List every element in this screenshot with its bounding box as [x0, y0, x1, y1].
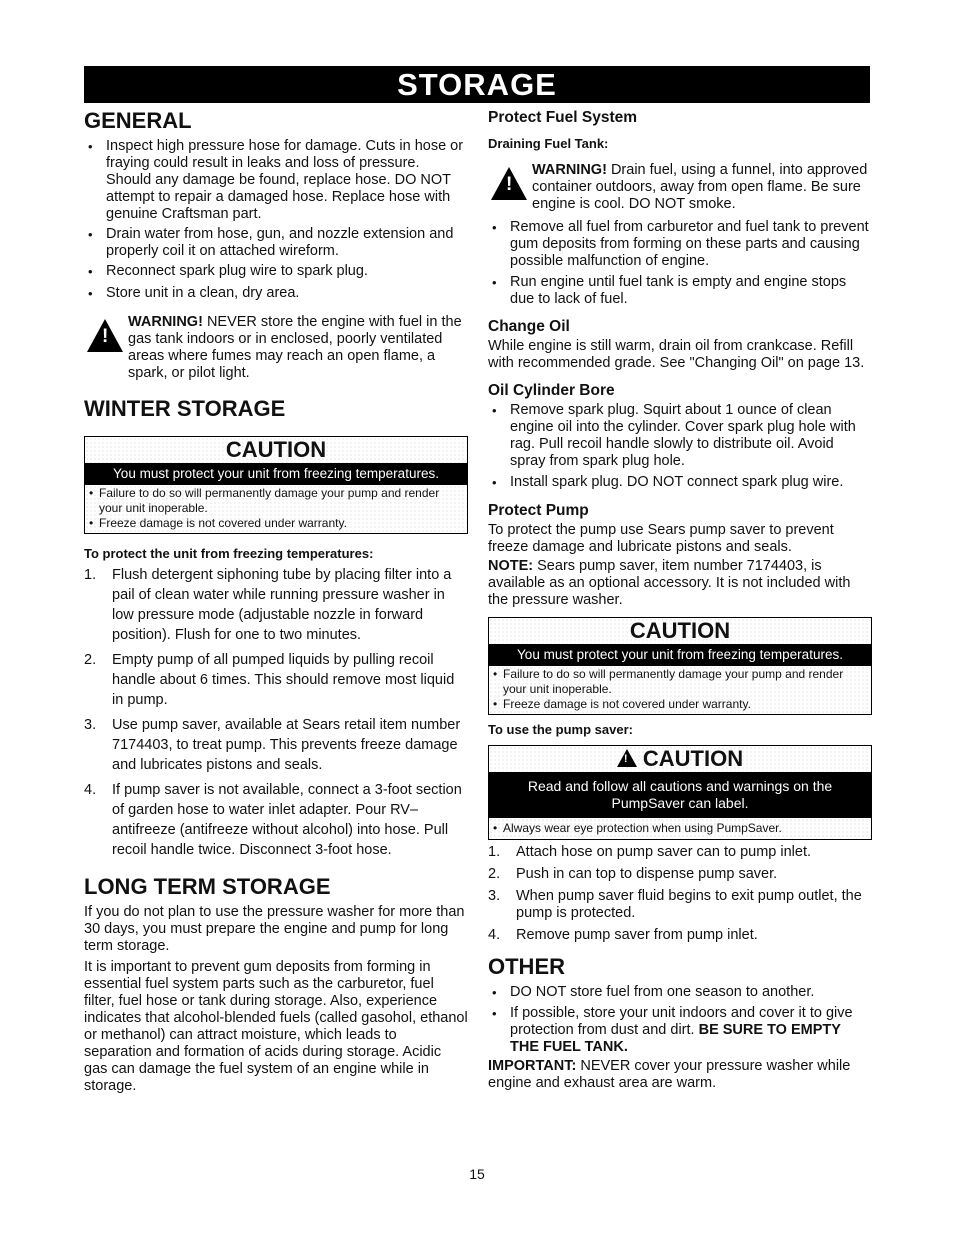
- list-item: 1. Flush detergent siphoning tube by placing filter into a pail of clean water while running pressure washer in low pressure mode (adjustable nozzle in forward position). Flush for one to two minutes.: [84, 567, 452, 643]
- other-heading: OTHER: [488, 954, 565, 979]
- caution-list: [489, 666, 871, 714]
- warning-icon: !: [491, 167, 527, 200]
- warning-icon: !: [87, 319, 123, 352]
- fuel-warning: [488, 162, 872, 213]
- bore-list: [488, 402, 872, 491]
- warning-label: WARNING!: [128, 314, 203, 330]
- list-item: • If possible, store your unit indoors and cover it to give protection from dust and dirt. BE SURE TO EMPTY THE FUEL TANK.: [488, 1005, 872, 1056]
- caution-title: CAUTION: [85, 437, 467, 463]
- list-item: • Store unit in a clean, dry area.: [84, 285, 468, 302]
- caution-item: • Always wear eye protection when using PumpSaver.: [493, 821, 867, 836]
- pump-caution-box: [488, 617, 872, 715]
- list-item: 2. Push in can top to dispense pump saver.: [488, 866, 778, 882]
- caution-item: • Freeze damage is not covered under warranty.: [493, 697, 867, 712]
- warning-text: NEVER store the engine with fuel in the gas tank indoors or in enclosed, poorly ventilated areas where fumes may reach an open flame, a spark, or pilot light.: [128, 314, 462, 381]
- list-item: 2. Empty pump of all pumped liquids by pulling recoil handle about 6 times. This should remove most liquid in pump.: [84, 652, 455, 708]
- list-item: 4. Remove pump saver from pump inlet.: [488, 927, 758, 943]
- long-term-p2: It is important to prevent gum deposits from forming in essential fuel system parts such as the carburetor, fuel filter, fuel hose or tank during storage. Also, experience indicates that alcohol-blended fuels (called gasohol, ethanol or methanol) can attract moisture, which leads to separation and formation of acids during storage. Acidic gas can damage the fuel system of an engine while in storage.: [84, 959, 468, 1094]
- pump-steps: [488, 844, 872, 944]
- list-item: 3. Use pump saver, available at Sears retail item number 7174403, to treat pump. This prevents freeze damage and lubricates pistons and seals.: [84, 717, 461, 773]
- warning-label: WARNING!: [532, 162, 607, 178]
- pump-note: NOTE: Sears pump saver, item number 7174403, is available as an optional accessory. It is not included with the pressure washer.: [488, 558, 851, 608]
- caution-title-row: [489, 746, 871, 772]
- left-column: [84, 108, 468, 1095]
- list-item: • Remove spark plug. Squirt about 1 ounce of clean engine oil into the cylinder. Cover spark plug hole with rag. Pull recoil handle slowly to distribute oil. Avoid spray from spark plug hole.: [488, 402, 872, 470]
- pump-heading: Protect Pump: [488, 502, 589, 519]
- important-note: IMPORTANT: NEVER cover your pressure washer while engine and exhaust area are warm.: [488, 1058, 851, 1091]
- warning-text: Drain fuel, using a funnel, into approved container outdoors, away from open flame. Be sure engine is cool. DO NOT smoke.: [532, 162, 868, 212]
- caution-band: You must protect your unit from freezing temperatures.: [85, 463, 467, 485]
- list-item: • Drain water from hose, gun, and nozzle extension and properly coil it on attached wireform.: [84, 226, 468, 260]
- winter-subheading: To protect the unit from freezing temperatures:: [84, 546, 374, 561]
- caution-item: • Freeze damage is not covered under warranty.: [89, 516, 463, 531]
- list-item: 3. When pump saver fluid begins to exit pump outlet, the pump is protected.: [488, 888, 862, 921]
- long-term-p1: If you do not plan to use the pressure washer for more than 30 days, you must prepare the engine and pump for long term storage.: [84, 904, 465, 954]
- right-column: [488, 108, 872, 1092]
- oil-text: While engine is still warm, drain oil from crankcase. Refill with recommended grade. See "Changing Oil" on page 13.: [488, 338, 865, 371]
- fuel-subheading: Draining Fuel Tank:: [488, 136, 609, 151]
- caution-list: [85, 485, 467, 533]
- general-heading: GENERAL: [84, 108, 192, 133]
- list-item: • Install spark plug. DO NOT connect spark plug wire.: [488, 474, 872, 491]
- warning-icon: !: [617, 749, 637, 767]
- bore-heading: Oil Cylinder Bore: [488, 382, 615, 399]
- list-item: • Inspect high pressure hose for damage. Cuts in hose or fraying could result in leaks and loss of pressure. Should any damage be found, replace hose. DO NOT attempt to repair a damaged hose. Replace hose with genuine Craftsman part.: [84, 138, 468, 223]
- caution-item: • Failure to do so will permanently damage your pump and render your unit inoperable.: [493, 667, 867, 697]
- winter-heading: WINTER STORAGE: [84, 396, 286, 421]
- caution-band: You must protect your unit from freezing temperatures.: [489, 644, 871, 666]
- caution-list: [489, 818, 871, 839]
- winter-steps: [84, 565, 468, 860]
- list-item: • Run engine until fuel tank is empty and engine stops due to lack of fuel.: [488, 274, 872, 308]
- page-number: 15: [469, 1166, 485, 1182]
- pump-text: To protect the pump use Sears pump saver to prevent freeze damage and lubricate pistons and seals.: [488, 522, 834, 555]
- caution-item: • Failure to do so will permanently damage your pump and render your unit inoperable.: [89, 486, 463, 516]
- caution-band: Read and follow all cautions and warnings on the PumpSaver can label.: [489, 772, 871, 818]
- list-item: • DO NOT store fuel from one season to another.: [488, 984, 872, 1001]
- list-item: 4. If pump saver is not available, connect a 3-foot section of garden hose to water inlet adapter. Pour RV–antifreeze (antifreeze without alcohol) into hose. Pull recoil handle twice. Disconnect 3-foot hose.: [84, 782, 462, 858]
- caution-title: CAUTION: [642, 746, 744, 771]
- pump-saver-caution-box: [488, 745, 872, 840]
- long-term-heading: LONG TERM STORAGE: [84, 874, 331, 899]
- fuel-list: [488, 219, 872, 308]
- fuel-heading: Protect Fuel System: [488, 109, 638, 126]
- caution-title: CAUTION: [489, 618, 871, 644]
- general-warning: [84, 314, 468, 382]
- list-item: 1. Attach hose on pump saver can to pump inlet.: [488, 844, 812, 860]
- general-list: [84, 138, 468, 302]
- list-item: • Reconnect spark plug wire to spark plug.: [84, 263, 468, 280]
- list-item: • Remove all fuel from carburetor and fuel tank to prevent gum deposits from forming on these parts and causing possible malfunction of engine.: [488, 219, 872, 270]
- other-list: [488, 984, 872, 1056]
- pump-subheading: To use the pump saver:: [488, 722, 633, 737]
- page-banner: STORAGE: [84, 66, 870, 103]
- winter-caution-box: [84, 436, 468, 534]
- oil-heading: Change Oil: [488, 318, 570, 335]
